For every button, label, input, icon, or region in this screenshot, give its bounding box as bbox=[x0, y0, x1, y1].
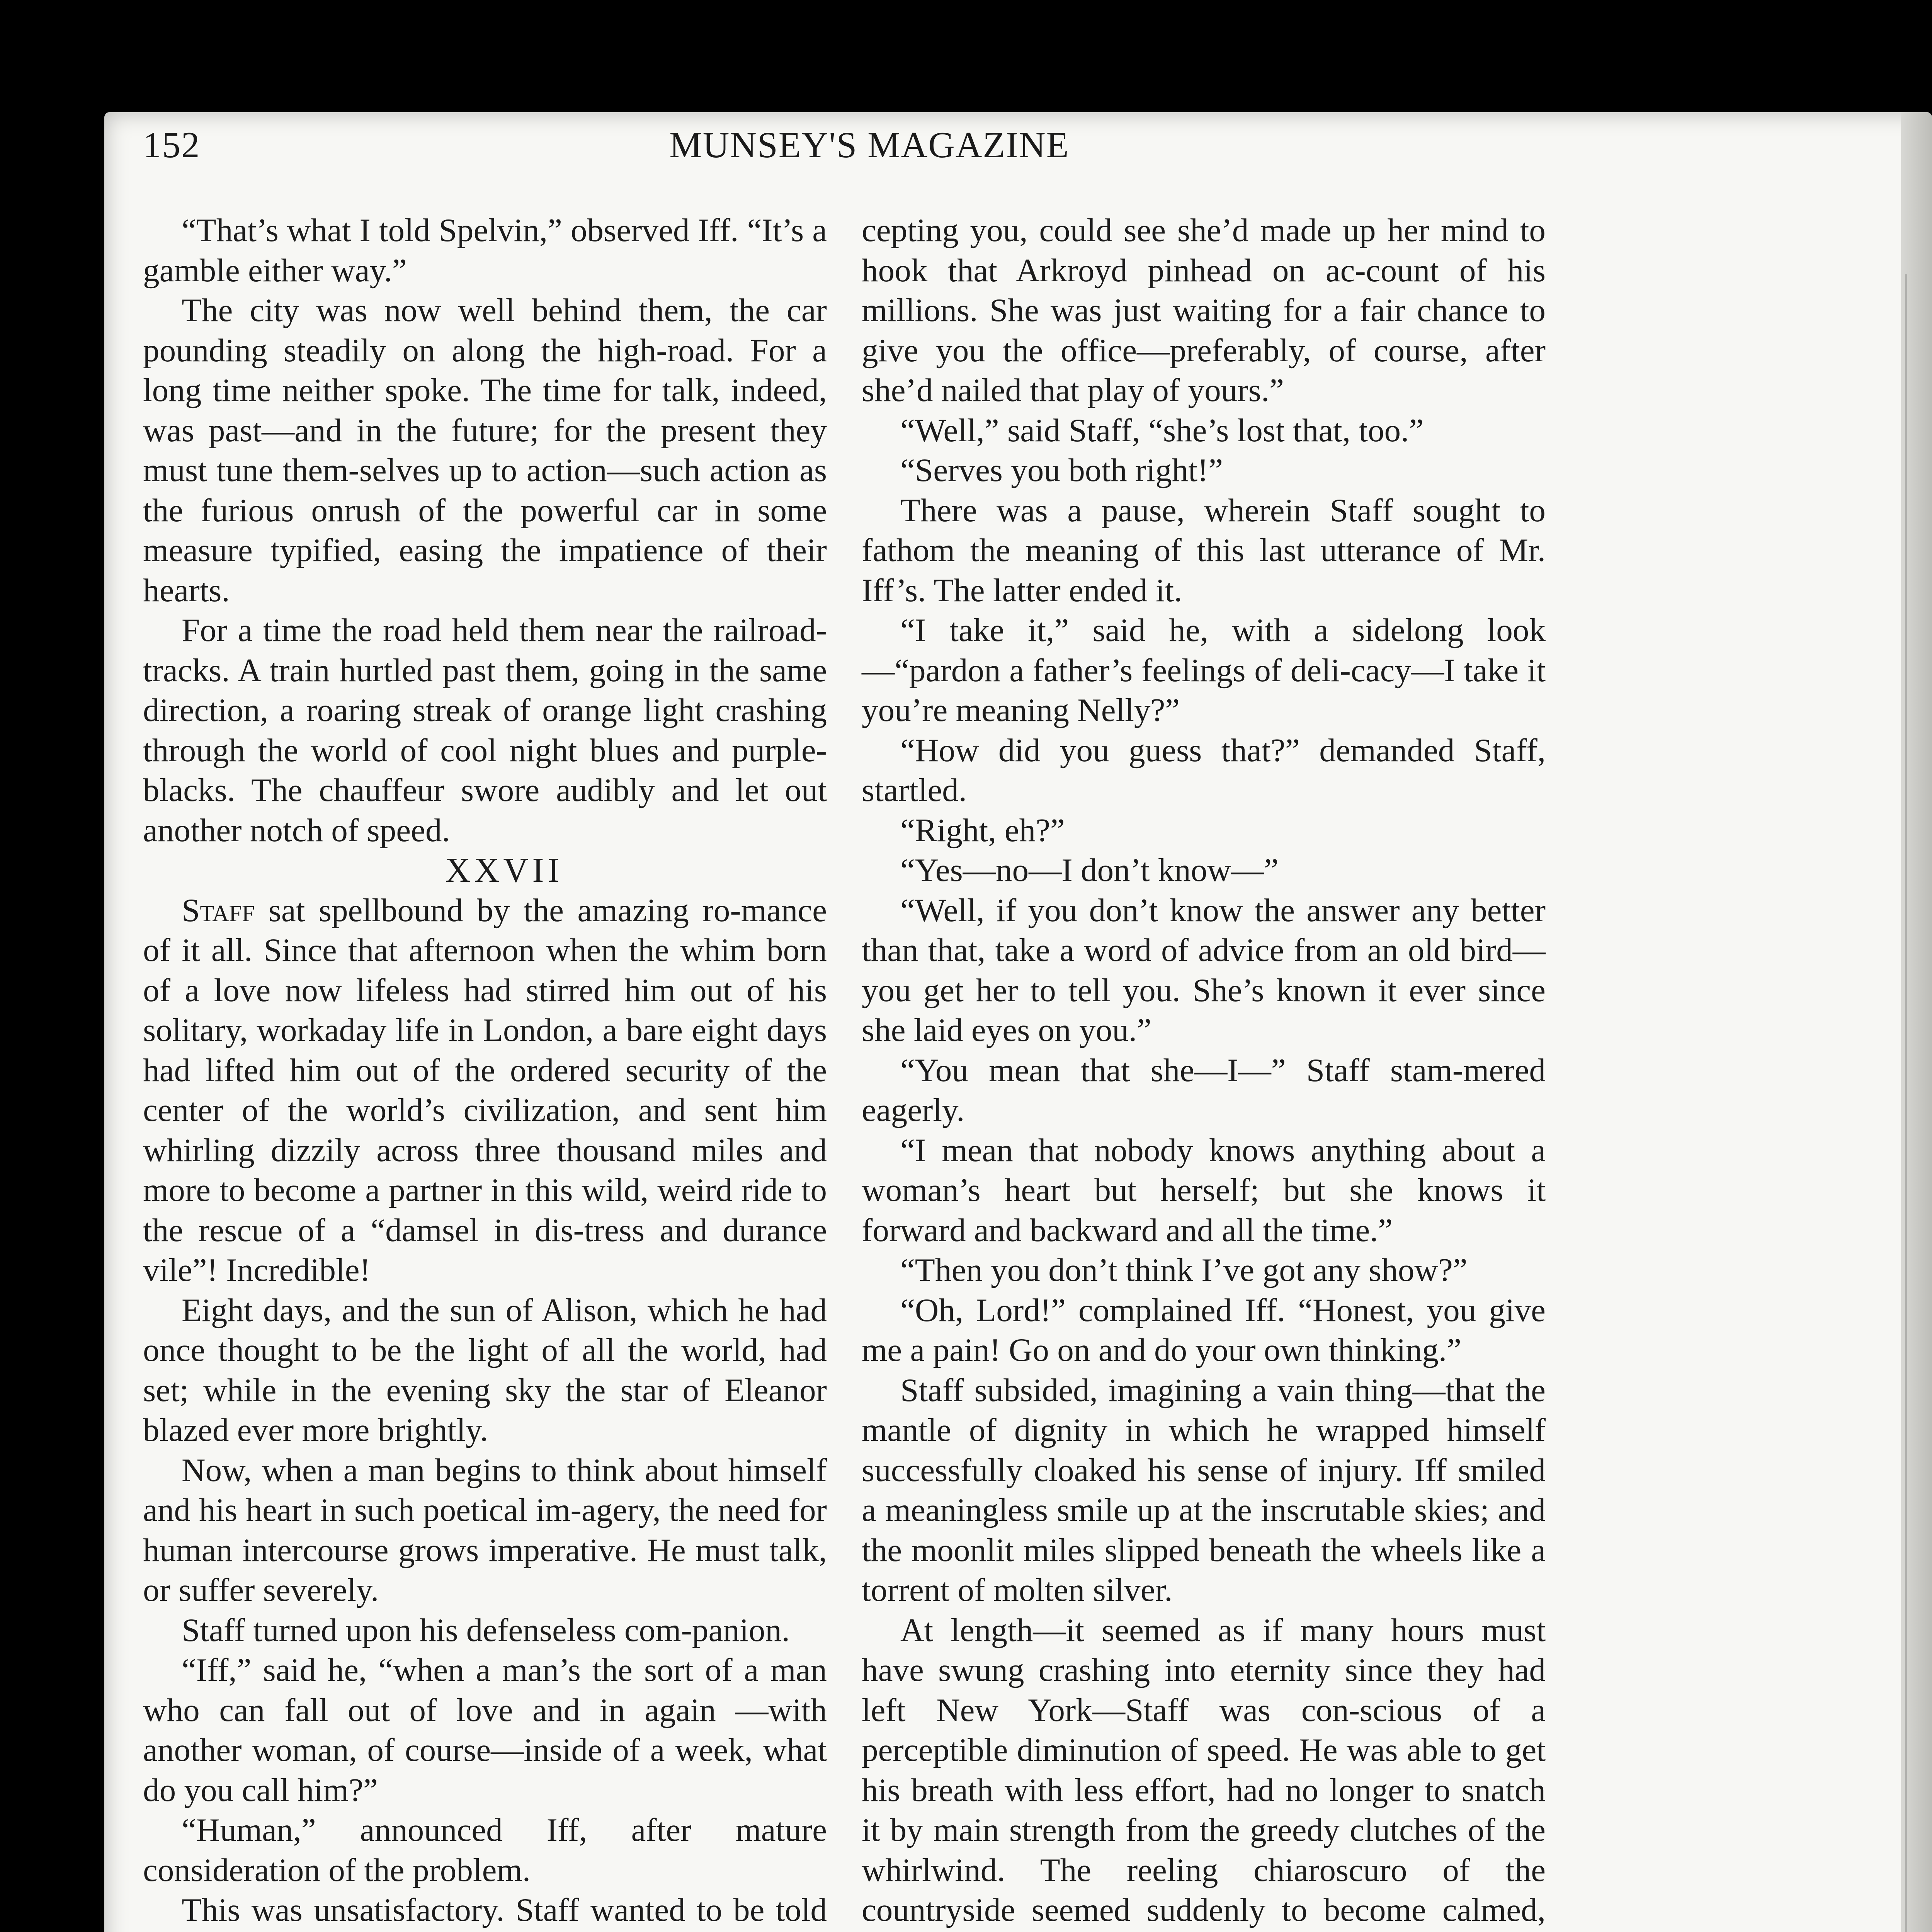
paragraph: There was a pause, wherein Staff sought to fathom the meaning of this last utterance of Mr. Iff’s. The latter ended it. bbox=[862, 492, 1546, 609]
paragraph-text: sat spellbound by the amazing ro-mance of it all. Since that afternoon when the whim born of a love now lifeless had stirred him out of his solitary, workaday life in London, a bare eight days had lifted him out of the ordered security of the center of the world’s civilization, and sent him whirling dizzily across three thousand miles and more to become a partner in this wild, weird ride to the rescue of a “damsel in dis-tress and durance vile”! Incredible! bbox=[143, 892, 827, 1288]
paragraph: “I take it,” said he, with a sidelong look—“pardon a father’s feelings of deli-cacy—I take it you’re meaning Nelly?” bbox=[862, 612, 1546, 728]
paragraph-continued: cepting you, could see she’d made up her mind to hook that Arkroyd pinhead on ac-count of his millions. She was just waiting for a fair chance to give you the office—preferably, of course, after she’d nailed that play of yours.” bbox=[862, 212, 1546, 408]
paragraph: “Oh, Lord!” complained Iff. “Honest, you give me a pain! Go on and do your own thinking.” bbox=[862, 1292, 1546, 1368]
paragraph: “Right, eh?” bbox=[900, 812, 1065, 849]
paragraph: “Iff,” said he, “when a man’s the sort of a man who can fall out of love and in again —with another woman, of course—inside of a week, what do you call him?” bbox=[143, 1652, 827, 1808]
paragraph: “Human,” announced Iff, after mature consideration of the problem. bbox=[143, 1812, 827, 1888]
paragraph: At length—it seemed as if many hours must have swung crashing into eternity since they had left New York—Staff was con-scious of a perceptible diminution of speed. He was able to get his breath with less effort, had no longer to snatch it by main strength from the greedy clutches of the whirlwind. The reeling chiaroscuro of the countryside seemed suddenly to become calmed, bbox=[862, 1612, 1546, 1928]
right-column bbox=[862, 211, 1546, 1932]
paragraph: “Then you don’t think I’ve got any show?” bbox=[900, 1252, 1468, 1288]
paragraph: “Serves you both right!” bbox=[900, 452, 1223, 488]
left-column bbox=[143, 211, 827, 1932]
chapter-lead-word: Staff bbox=[182, 892, 255, 929]
paragraph bbox=[143, 891, 827, 1291]
page-fold-shadow bbox=[1905, 274, 1907, 1932]
paragraph: “You mean that she—I—” Staff stam-mered eagerly. bbox=[862, 1052, 1546, 1128]
paragraph: “Yes—no—I don’t know—” bbox=[900, 852, 1279, 888]
paragraph: Eight days, and the sun of Alison, which he had once thought to be the light of all the world, had set; while in the evening sky the star of Eleanor blazed ever more brightly. bbox=[143, 1292, 827, 1448]
paragraph: The city was now well behind them, the car pounding steadily on along the high-road. For a long time neither spoke. The time for talk, indeed, was past—and in the future; for the present they must tune them-selves up to action—such action as the furious onrush of the powerful car in some measure typified, easing the impatience of their hearts. bbox=[143, 292, 827, 609]
paragraph: Now, when a man begins to think about himself and his heart in such poetical im-agery, the need for human intercourse grows imperative. He must talk, or suffer severely. bbox=[143, 1452, 827, 1608]
paragraph: “I mean that nobody knows anything about a woman’s heart but herself; but she knows it forward and backward and all the time.” bbox=[862, 1132, 1546, 1248]
paragraph: “Well,” said Staff, “she’s lost that, too.” bbox=[900, 412, 1424, 449]
paragraph: “How did you guess that?” demanded Staff, startled. bbox=[862, 732, 1546, 808]
paragraph: “That’s what I told Spelvin,” observed Iff. “It’s a gamble either way.” bbox=[143, 212, 827, 289]
running-head bbox=[143, 124, 1596, 182]
chapter-number: XXVII bbox=[445, 851, 563, 889]
paragraph: For a time the road held them near the railroad-tracks. A train hurtled past them, going in the same direction, a roaring streak of orange light crashing through the world of cool night blues and purple-blacks. The chauffeur swore audibly and let out another notch of speed. bbox=[143, 612, 827, 849]
paragraph: This was unsatisfactory. Staff wanted to be told bbox=[182, 1892, 827, 1928]
paragraph: “Well, if you don’t know the answer any better than that, take a word of advice from an old bird—you get her to tell you. She’s known it ever since she laid eyes on you.” bbox=[862, 892, 1546, 1048]
magazine-title: MUNSEY'S MAGAZINE bbox=[669, 124, 1070, 165]
page-number: 152 bbox=[143, 124, 201, 165]
paragraph: Staff turned upon his defenseless com-panion. bbox=[182, 1612, 790, 1648]
paragraph: Staff subsided, imagining a vain thing—that the mantle of dignity in which he wrapped himself successfully cloaked his sense of injury. Iff smiled a meaningless smile up at the inscrutable skies; and the moonlit miles slipped beneath the wheels like a torrent of molten silver. bbox=[862, 1372, 1546, 1608]
